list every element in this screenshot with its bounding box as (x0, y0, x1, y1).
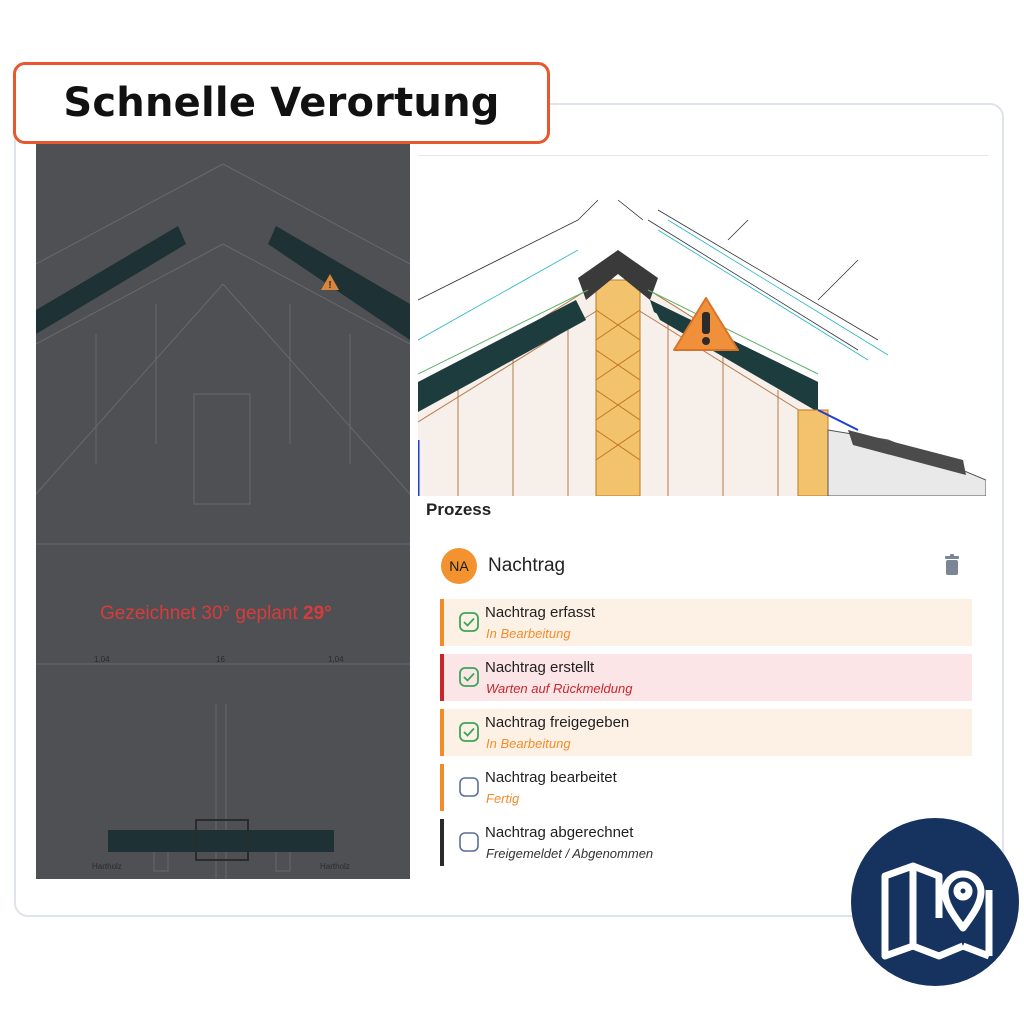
checkbox-unchecked-icon[interactable] (459, 777, 479, 797)
checkbox-checked-icon[interactable] (459, 722, 479, 742)
process-item-title: Nachtrag (488, 555, 566, 576)
banner-title: Schnelle Verortung (63, 80, 500, 126)
checkbox-checked-icon[interactable] (459, 667, 479, 687)
checkbox-unchecked-icon[interactable] (459, 832, 479, 852)
map-pin-icon (851, 818, 1019, 986)
process-step[interactable] (440, 599, 972, 646)
roof-drawing-left (36, 144, 410, 879)
divider (418, 155, 988, 156)
step-label: Nachtrag abgerechnet (485, 824, 634, 841)
checkbox-checked-icon[interactable] (459, 612, 479, 632)
label-hartholz-left: Hartholz (92, 862, 122, 871)
step-status: Warten auf Rückmeldung (486, 681, 633, 696)
process-item-header[interactable] (441, 546, 971, 584)
svg-text:!: ! (328, 280, 332, 291)
process-section-title: Prozess (426, 500, 492, 519)
dim-left: 1,04 (94, 655, 110, 664)
step-label: Nachtrag erstellt (485, 659, 595, 676)
step-status: Freigemeldet / Abgenommen (486, 846, 654, 861)
label-hartholz-right: Hartholz (320, 862, 350, 871)
step-status: Fertig (486, 791, 520, 806)
trash-icon[interactable] (942, 554, 962, 576)
process-step[interactable] (440, 709, 972, 756)
step-label: Nachtrag erfasst (485, 604, 596, 621)
process-step[interactable] (440, 654, 972, 701)
logo (851, 818, 1019, 986)
plan-annotation: Gezeichnet 30° geplant 29° (100, 603, 332, 624)
step-status: In Bearbeitung (486, 626, 571, 641)
step-label: Nachtrag freigegeben (485, 714, 630, 731)
right-plan-view[interactable] (418, 160, 986, 496)
title-banner (13, 62, 550, 144)
step-label: Nachtrag bearbeitet (485, 769, 617, 786)
roof-drawing-right (418, 160, 986, 496)
dim-right: 1,04 (328, 655, 344, 664)
avatar: NA (441, 548, 477, 584)
dim-mid: 16 (216, 655, 225, 664)
left-plan-view[interactable] (36, 144, 410, 879)
process-step[interactable] (440, 764, 972, 811)
step-status: In Bearbeitung (486, 736, 571, 751)
